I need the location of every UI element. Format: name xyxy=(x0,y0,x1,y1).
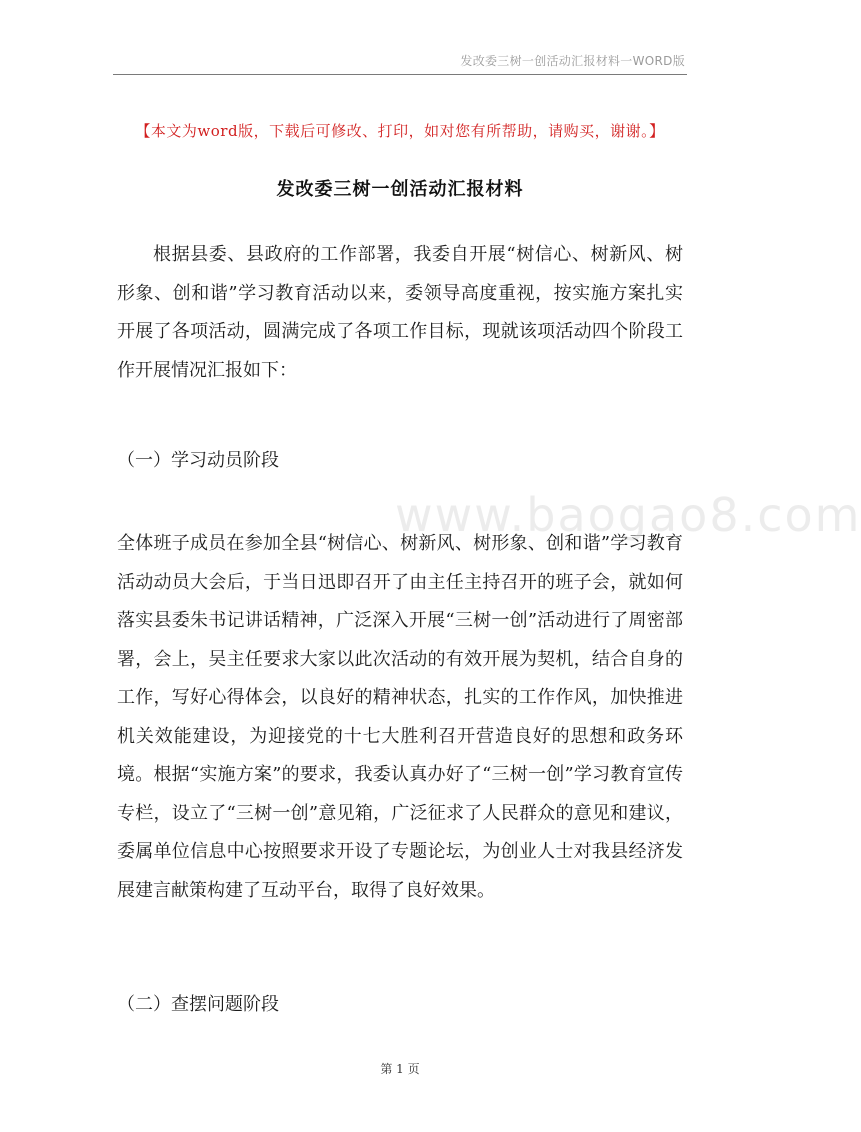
section-1-paragraph: 全体班子成员在参加全县“树信心、树新风、树形象、创和谐”学习教育活动动员大会后，于当日迅即召开了由主任主持召开的班子会，就如何落实县委朱书记讲话精神，广泛深入开展“三树一创”活动进行了周密部署，会上，吴主任要求大家以此次活动的有效开展为契机，结合自身的工作，写好心得体会，以良好的精神状态，扎实的工作作风，加快推进机关效能建设，为迎接党的十七大胜利召开营造良好的思想和政务环境。根据“实施方案”的要求，我委认真办好了“三树一创”学习教育宣传专栏，设立了“三树一创”意见箱，广泛征求了人民群众的意见和建议，委属单位信息中心按照要求开设了专题论坛，为创业人士对我县经济发展建言献策构建了互动平台，取得了良好效果。 xyxy=(117,533,683,901)
intro-paragraph: 根据县委、县政府的工作部署，我委自开展“树信心、树新风、树形象、创和谐”学习教育活动以来，委领导高度重视，按实施方案扎实开展了各项活动，圆满完成了各项工作目标，现就该项活动四个阶段工作开展情况汇报如下： xyxy=(117,244,683,381)
section-heading-1: （一）学习动员阶段 xyxy=(117,450,279,471)
watermark: www.baogao8.com xyxy=(395,488,861,542)
running-header: 发改委三树一创活动汇报材料一WORD版 xyxy=(460,54,685,68)
purchase-notice: 【本文为word版，下载后可修改、打印，如对您有所帮助，请购买，谢谢。】 xyxy=(135,122,665,140)
header-divider xyxy=(113,74,687,75)
page-number: 第 1 页 xyxy=(380,1062,420,1076)
section-heading-2: （二）查摆问题阶段 xyxy=(117,994,279,1015)
document-title: 发改委三树一创活动汇报材料 xyxy=(276,179,524,200)
